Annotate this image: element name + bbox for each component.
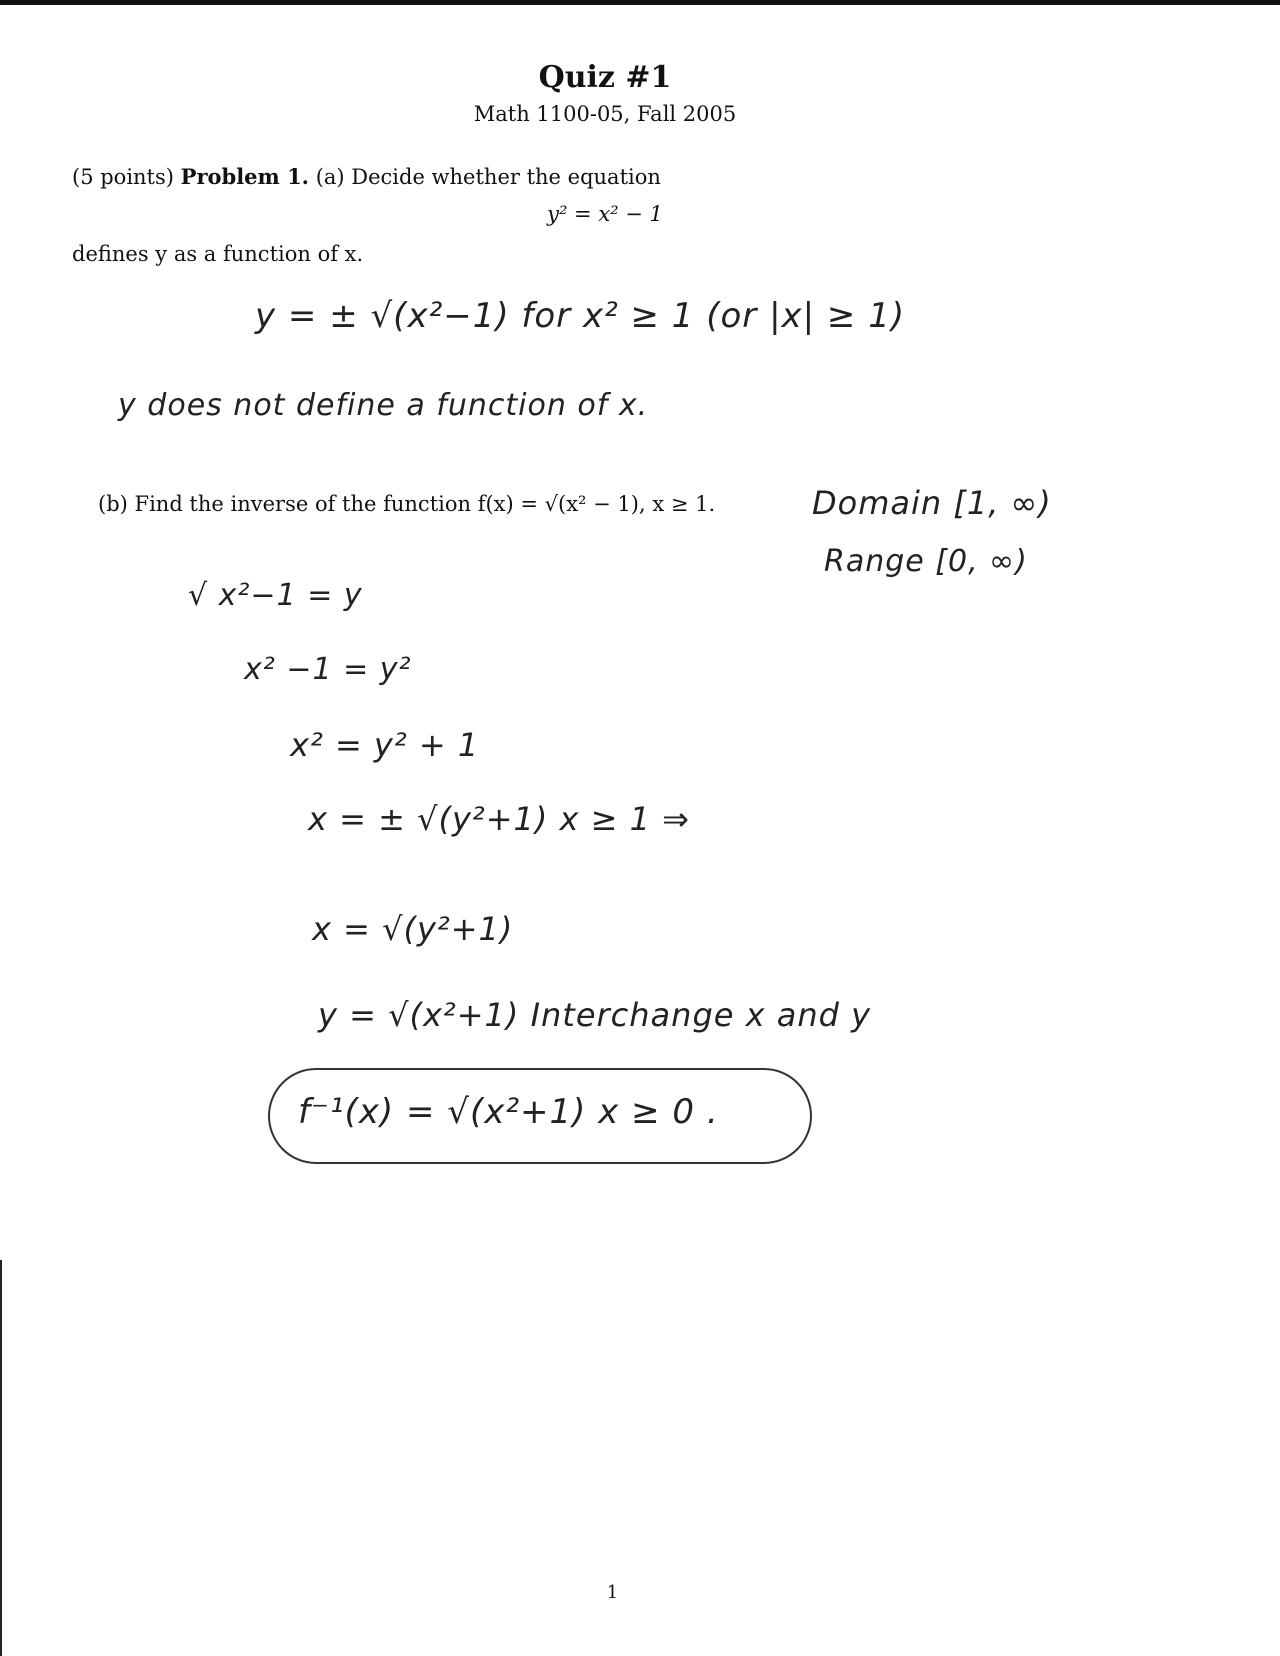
handwritten-step-2: x² −1 = y² — [244, 652, 412, 687]
problem-points: (5 points) — [72, 165, 174, 189]
course-subtitle: Math 1100-05, Fall 2005 — [473, 102, 737, 126]
handwritten-domain: Domain [1, ∞) — [812, 484, 1052, 522]
handwritten-part-a-work: y = ± √(x²−1) for x² ≥ 1 (or |x| ≥ 1) — [255, 296, 906, 336]
handwritten-step-4: x = ± √(y²+1) x ≥ 1 ⇒ — [308, 800, 690, 838]
handwritten-part-a-conclusion: y does not define a function of x. — [118, 388, 649, 423]
defines-text: defines y as a function of x. — [72, 242, 364, 266]
part-a-prompt: (a) Decide whether the equation — [315, 165, 661, 189]
equation-display: y² = x² − 1 — [547, 202, 663, 226]
problem-label: Problem 1. — [180, 164, 309, 189]
top-scan-rule — [0, 0, 1280, 5]
handwritten-step-1: √ x²−1 = y — [188, 578, 363, 613]
handwritten-step-6: y = √(x²+1) Interchange x and y — [318, 996, 872, 1034]
problem-1-heading — [72, 164, 661, 189]
part-b-prompt: (b) Find the inverse of the function f(x) = √(x² − 1), x ≥ 1. — [98, 492, 716, 516]
handwritten-step-5: x = √(y²+1) — [312, 910, 514, 948]
handwritten-final-answer: f⁻¹(x) = √(x²+1) x ≥ 0 . — [298, 1092, 719, 1132]
page-number: 1 — [606, 1582, 619, 1603]
handwritten-step-3: x² = y² + 1 — [290, 726, 480, 764]
quiz-title: Quiz #1 — [538, 60, 672, 95]
handwritten-range: Range [0, ∞) — [824, 544, 1028, 579]
